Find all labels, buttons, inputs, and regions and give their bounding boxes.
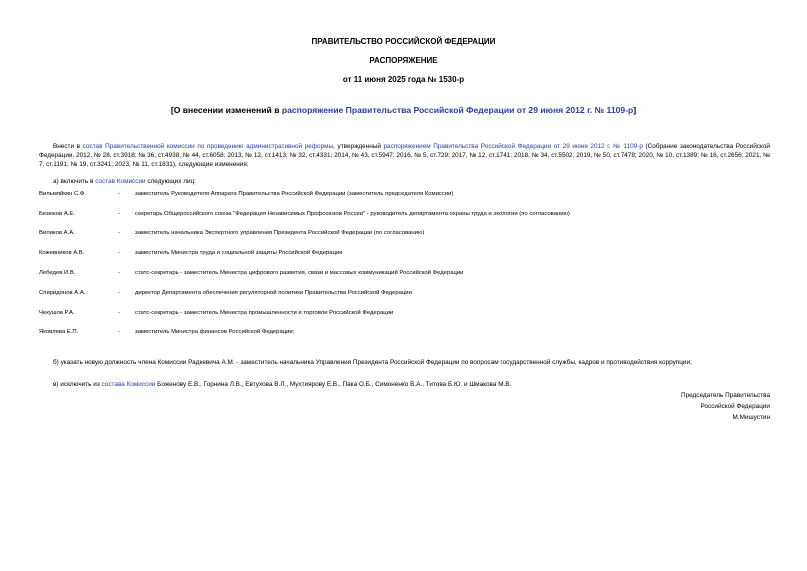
- member-position: заместитель Руководителя Аппарата Правительства Российской Федерации (заместитель председателя Комиссии): [135, 191, 454, 197]
- item-b: б) указать новую должность члена Комиссии Радкевича А.М. - заместитель начальника Управления Президента Российской Федерации по вопросам государственной службы, кадров и противодействия коррупции;: [53, 359, 692, 366]
- member-dash: -: [118, 191, 120, 197]
- commission-link[interactable]: состав Правительственной комиссии по проведению административной реформы: [82, 143, 334, 150]
- member-dash: -: [118, 270, 120, 276]
- item-a: [53, 178, 770, 187]
- member-name: Чекушов Р.А.: [39, 310, 75, 316]
- item-c: [53, 381, 770, 390]
- item-c-text-1: в) исключить из: [53, 381, 102, 388]
- subject-close: ]: [633, 105, 637, 115]
- member-name: Лебедев И.В.: [39, 270, 76, 276]
- commission-composition-link-2[interactable]: состава Комиссии: [101, 381, 156, 388]
- member-name: Вильмяйкин С.Ф.: [39, 191, 87, 197]
- member-dash: -: [118, 329, 120, 335]
- member-position: статс-секретарь - заместитель Министра промышленности и торговли Российской Федерации: [135, 310, 394, 316]
- member-name: Спиридонов А.А.: [39, 290, 86, 296]
- member-name: Кожевников А.В.: [39, 250, 85, 256]
- item-c-text-2: Боженову Е.В., Горнина Л.В., Евтухова В.Л., Мухтиярову Е.В., Пака О.Б., Симоненко В.А., Титова Б.Ю. и Шмакова М.В.: [155, 381, 512, 388]
- item-a-text-2: следующих лиц:: [145, 178, 196, 185]
- intro-text-2: , утвержденный: [333, 143, 384, 150]
- government-title: ПРАВИТЕЛЬСТВО РОССИЙСКОЙ ФЕДЕРАЦИИ: [311, 37, 496, 46]
- intro-text-1: Внести в: [53, 143, 83, 150]
- member-name: Безюков А.Е.: [39, 211, 75, 217]
- item-a-text-1: а) включить в: [53, 178, 96, 185]
- signature-org: Российской Федерации: [700, 403, 770, 410]
- date-number: от 11 июня 2025 года № 1530-р: [342, 75, 465, 84]
- subject-link[interactable]: распоряжение Правительства Российской Федерации от 29 июня 2012 г. № 1109-р: [281, 105, 634, 115]
- member-dash: -: [118, 211, 120, 217]
- subject-open: [О внесении изменений в: [170, 105, 282, 115]
- intro-text-3: (Собрание законодательства Российской Федерации, 2012, № 28, ст.3918; № 36, ст.4938; № 44, ст.6058; 2013, № 12, ст.1413; № 32, ст.4331; 2014, № 43, ст.5947; 2016, № 5, ст.729; 2017, № 12, ст.1741; 2018, № 34, ст.5502; 2019, № 50, ст.7478; 2020, № 10, ст.1389; № 16, ст.2656; 2021, № 7, ст.1191; № 19, ст.3241; 2023, № 11, ст.1831), следующие изменения:: [39, 143, 770, 168]
- member-position: директор Департамента обеспечения регуляторной политики Правительства Российской Федерации: [135, 290, 412, 296]
- member-dash: -: [118, 230, 120, 236]
- member-position: заместитель Министра труда и социальной защиты Российской Федерации: [135, 250, 343, 256]
- intro-paragraph: [39, 143, 770, 169]
- document-type: РАСПОРЯЖЕНИЕ: [369, 56, 438, 65]
- member-dash: -: [118, 250, 120, 256]
- member-position: заместитель начальника Экспертного управления Президента Российской Федерации (по согласованию): [135, 230, 425, 236]
- order-link[interactable]: распоряжением Правительства Российской Федерации от 29 июня 2012 г. № 1109-р: [383, 143, 643, 150]
- document-subject: [0, 105, 807, 115]
- commission-composition-link[interactable]: состав Комиссии: [95, 178, 146, 185]
- member-dash: -: [118, 290, 120, 296]
- member-position: заместитель Министра финансов Российской Федерации;: [135, 329, 295, 335]
- member-name: Виликов А.А.: [39, 230, 75, 236]
- signature-name: М.Мишустин: [732, 414, 770, 421]
- member-name: Яковлева Е.П.: [39, 329, 79, 335]
- member-position: статс-секретарь - заместитель Министра цифрового развития, связи и массовых коммуникаций Российской Федерации: [135, 270, 464, 276]
- member-position: секретарь Общероссийского союза "Федерация Независимых Профсоюзов России" - руководитель департамента охраны труда и экологии (по согласованию): [135, 211, 570, 217]
- signature-title: Председатель Правительства: [681, 392, 770, 399]
- member-dash: -: [118, 310, 120, 316]
